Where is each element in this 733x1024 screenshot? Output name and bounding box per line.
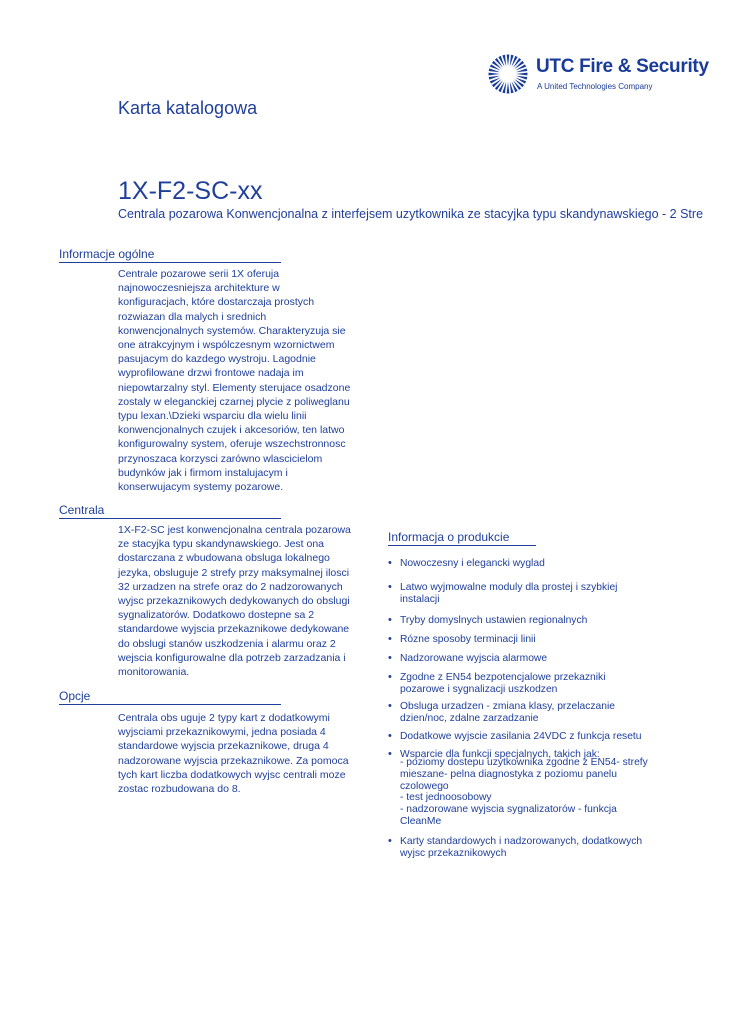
feature-item [388, 634, 688, 646]
special-feature-line: CleanMe [400, 815, 442, 827]
text-line: konserwujacym systemy pozarowe. [118, 481, 284, 494]
section-heading-product-info: Informacja o produkcie [388, 530, 536, 546]
text-line: wyprofilowane drzwi frontowe nadaja im [118, 367, 304, 380]
special-feature-line: - nadzorowane wyjscia sygnalizatorów - funkcja [400, 804, 617, 816]
text-line: Centrala obs uguje 2 typy kart z dodatkowymi [118, 712, 330, 724]
text-line: jezyka, obsluguje 2 strefy przy maksymalnej ilosci [118, 566, 350, 579]
bullet-icon: • [388, 557, 392, 569]
text-line: pasujacym do kazdego wystroju. Lagodnie [118, 353, 316, 366]
logo-ray [507, 82, 510, 93]
section-heading-general: Informacje ogólne [59, 247, 281, 263]
text-line: konfigurowalny system, oferuje wszechstronnosc [118, 438, 346, 451]
bullet-icon: • [388, 729, 392, 742]
logo-ray [516, 76, 527, 80]
feature-item [388, 558, 688, 570]
feature-item [388, 653, 688, 665]
sunburst-logo-icon [488, 54, 528, 94]
special-feature-line: mieszane- pelna diagnostyka z poziomu panelu [400, 768, 617, 780]
feature-item-text: Latwo wyjmowalne moduly dla prostej i szybkiej [400, 581, 618, 593]
feature-item-text: dzien/noc, zdalne zarzadzanie [400, 713, 539, 725]
bullet-icon: • [388, 747, 392, 760]
logo-ray [489, 76, 500, 80]
text-line: rozwiazan dla malych i srednich [118, 310, 267, 323]
company-logo [488, 54, 708, 98]
text-line: tych kart liczba dodatkowych wyjsc centrali moze [118, 768, 346, 781]
text-line: ze stacyjka typu skandynawskiego. Jest ona [118, 538, 325, 551]
text-line: standardowe wyjscia przekaznikowe dedykowane [118, 623, 350, 636]
product-feature-list-last [388, 836, 688, 860]
logo-ray [516, 73, 527, 76]
text-line: zostac rozbudowana do 8. [118, 783, 241, 796]
text-line: sygnalizatorów. Dodatkowo dostepne sa 2 [118, 609, 315, 622]
special-feature-line: - test jednoosobowy [400, 792, 492, 804]
text-line: 1X-F2-SC jest konwencjonalna centrala pozarowa [118, 524, 351, 536]
section-heading-options: Opcje [59, 689, 281, 705]
feature-item-text: Wsparcie dla funkcji specjalnych, takich jak: [400, 748, 600, 760]
text-line: monitorowania. [118, 666, 190, 679]
special-feature-line: czolowego [400, 780, 449, 792]
logo-subtitle: A United Technologies Company [537, 82, 653, 91]
text-line: typu lexan.\Dzieki wsparciu dla wielu linii [118, 410, 307, 423]
options-body-text [118, 711, 358, 796]
bullet-icon: • [388, 700, 392, 713]
document-type: Karta katalogowa [118, 98, 258, 118]
special-features-list [400, 757, 680, 828]
text-line: wejscia konfigurowalne dla potrzeb zarzadzania i [118, 651, 346, 664]
feature-item [388, 701, 688, 725]
bullet-icon: • [388, 651, 392, 664]
text-line: konwencjonalnych czujek i akcesoriów, ten latwo [118, 424, 345, 437]
logo-ray [489, 73, 500, 76]
bullet-icon: • [388, 580, 392, 593]
feature-item-text: Rózne sposoby terminacji linii [400, 634, 536, 646]
logo-ray [510, 82, 514, 93]
feature-item-text: Nowoczesny i elegancki wyglad [400, 558, 545, 569]
logo-ray [502, 55, 506, 66]
feature-item [388, 836, 688, 860]
feature-item-text: Tryby domyslnych ustawien regionalnych [400, 615, 588, 627]
text-line: zostaly w eleganckiej czarnej plycie z poliweglanu [118, 395, 350, 408]
feature-item [388, 582, 688, 606]
feature-item [388, 615, 688, 627]
bullet-icon: • [388, 633, 392, 646]
feature-item-text: Zgodne z EN54 bezpotencjalowe przekazniki [400, 671, 606, 683]
text-line: niepowtarzalny styl. Elementy sterujace osadzone [118, 381, 351, 394]
product-feature-list [388, 558, 688, 761]
text-line: nadzorowane wyjscia przekaznikowe. Za pomoca [118, 754, 349, 767]
feature-item [388, 672, 688, 696]
feature-item-text: wyjsc przekaznikowych [400, 847, 507, 859]
feature-item-text: instalacji [400, 593, 440, 605]
logo-ray [489, 68, 500, 72]
text-line: przynoszaca korzysci zarówno wlascicielom [118, 452, 323, 465]
feature-item-text: pozarowe i sygnalizacji uszkodzen [400, 683, 558, 695]
text-line: standardowe wyjscia przekaznikowe, druga 4 [118, 740, 329, 753]
special-feature-line: - poziomy dostepu uzytkownika zgodne z EN54- strefy [400, 757, 648, 768]
logo-ray [507, 55, 510, 66]
logo-ray [502, 82, 506, 93]
logo-name: UTC Fire & Security [536, 56, 709, 77]
text-line: najnowoczesniejsza architekture w [118, 282, 280, 295]
bullet-icon: • [388, 670, 392, 683]
feature-item-text: Karty standardowych i nadzorowanych, dodatkowych [400, 836, 643, 847]
feature-item-text: Dodatkowe wyjscie zasilania 24VDC z funkcja resetu [400, 730, 642, 742]
text-line: do obslugi stanów uszkodzenia i alarmu oraz 2 [118, 637, 336, 650]
product-code-title: 1X-F2-SC-xx [118, 177, 263, 205]
logo-ray [516, 68, 527, 72]
feature-item-text: Nadzorowane wyjscia alarmowe [400, 652, 548, 664]
text-line: dostarczana z wbudowana obsluga lokalnego [118, 552, 330, 565]
section-heading-panel: Centrala [59, 503, 281, 519]
text-line: konwencjonalnych systemów. Charakteryzuja sie [118, 324, 346, 337]
panel-body-text [118, 523, 358, 679]
general-body-text [118, 267, 358, 494]
bullet-icon: • [388, 614, 392, 627]
text-line: konfiguracjach, które dostarczaja prostych [118, 296, 315, 309]
text-line: Centrale pozarowe serii 1X oferuja [118, 268, 280, 280]
text-line: wyjsciami przekaznikowymi, jedna posiada 4 [118, 726, 326, 739]
text-line: wyjsc przekaznikowych dedykowanych do obslugi [118, 595, 350, 608]
bullet-icon: • [388, 835, 392, 847]
text-line: 32 urzadzen na strefe oraz do 2 nadzorowanych [118, 580, 343, 593]
text-line: one atrakcyjnym i wspólczesnym wzornictwem [118, 339, 335, 352]
text-line: budynków jak i firmom instalujacym i [118, 466, 288, 479]
feature-item [388, 731, 688, 743]
feature-item-text: Obsluga urzadzen - zmiana klasy, przelaczanie [400, 701, 616, 713]
product-description: Centrala pozarowa Konwencjonalna z interfejsem uzytkownika ze stacyjka typu skandynawskiego - 2 Stre [118, 207, 704, 221]
logo-ray [510, 55, 514, 66]
